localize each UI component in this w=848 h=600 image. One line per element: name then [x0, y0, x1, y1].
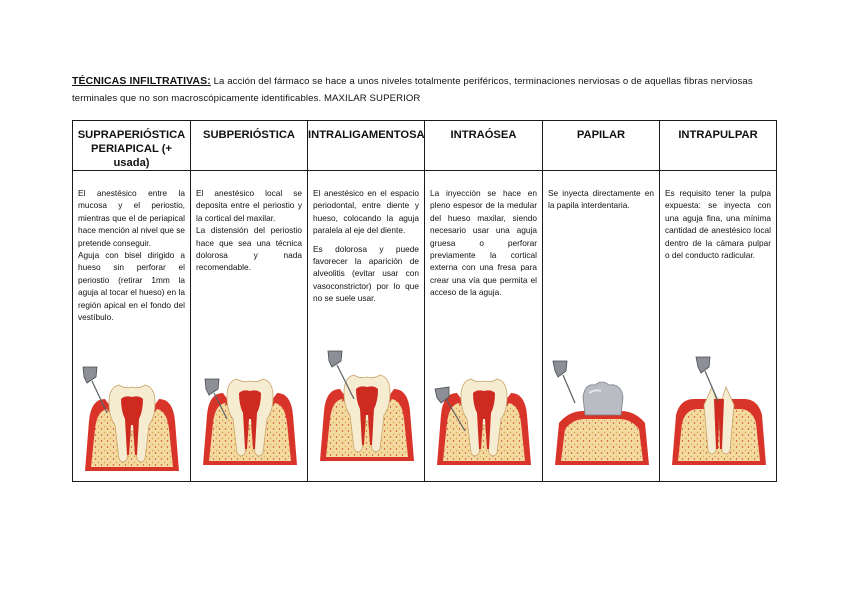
intrapulpal-injection-illustration — [666, 353, 772, 471]
header-intraosea: INTRAÓSEA — [425, 121, 543, 171]
techniques-table — [72, 120, 777, 482]
cell-intraosea — [425, 171, 543, 482]
cell-intraligamentosa — [308, 171, 425, 482]
intrapulpar-text-1: Es requisito tener la pulpa expuesta: se inyecta con una aguja fina, una mínima cantidad de anestésico local dentro de la cámara pulpar o del conducto radicular. — [665, 188, 771, 261]
intraosseous-injection-illustration — [431, 353, 537, 471]
syringe-needle-icon — [553, 361, 575, 403]
papillary-injection-illustration — [549, 353, 655, 471]
intraligamentosa-text-2: Es dolorosa y puede favorecer la aparición de alveolitis (evitar usar con vasoconstrictor) por lo que no se suele usar. — [313, 243, 419, 304]
intro-paragraph — [72, 73, 772, 107]
intraligamentosa-text-1: El anestésico en el espacio periodontal, entre diente y hueso, colocando la aguja paralela al eje del diente. — [313, 188, 419, 236]
supraperiostica-text-1: El anestésico entre la mucosa y el periostio, mientras que el de periapical hace mención al nivel que se pretende conseguir. — [78, 188, 186, 248]
intraligamentary-injection-illustration — [314, 349, 420, 467]
header-intrapulpar: INTRAPULPAR — [660, 121, 777, 171]
intraosea-text-1: La inyección se hace en pleno espesor de la medular del hueso maxilar, siendo necesario usar una aguja gruesa o perforar previamente la cortical externa con una fresa para crear una vía que permita el acceso de la aguja. — [430, 188, 537, 298]
header-row — [73, 121, 777, 171]
subperiostica-text-2: La distensión del periostio hace que sea una técnica dolorosa y nada recomendable. — [196, 225, 302, 273]
syringe-needle-icon — [696, 357, 718, 401]
header-papilar: PAPILAR — [543, 121, 660, 171]
intro-colon: : — [207, 75, 211, 87]
supraperiosteal-injection-illustration — [79, 359, 185, 477]
body-row — [73, 171, 777, 482]
cell-subperiostica — [191, 171, 308, 482]
cell-supraperiostica — [73, 171, 191, 482]
header-supraperiostica: SUPRAPERIÓSTICA PERIAPICAL (+ usada) — [73, 121, 191, 171]
header-intraligamentosa: INTRALIGAMENTOSA — [308, 121, 425, 171]
cell-papilar — [543, 171, 660, 482]
papilar-text-1: Se inyecta directamente en la papila interdentaria. — [548, 188, 654, 211]
header-subperiostica: SUBPERIÓSTICA — [191, 121, 308, 171]
intro-text: La acción del fármaco se hace a unos niveles totalmente periféricos, terminaciones nerviosas o de aquellas fibras nerviosas terminales que no son macroscópicamente identificables. MAXILAR SUPERIOR — [72, 76, 753, 104]
supraperiostica-text-2: Aguja con bisel dirigido a hueso sin perforar el periostio (retirar 1mm la aguja al tocar el hueso) en la región apical en el fondo del vestíbulo. — [78, 250, 185, 323]
intro-lead: TÉCNICAS INFILTRATIVAS — [72, 75, 208, 87]
cell-intrapulpar — [660, 171, 777, 482]
subperiostica-text-1: El anestésico local se deposita entre el periostio y la cortical del maxilar. — [196, 188, 302, 223]
subperiosteal-injection-illustration — [197, 353, 303, 471]
